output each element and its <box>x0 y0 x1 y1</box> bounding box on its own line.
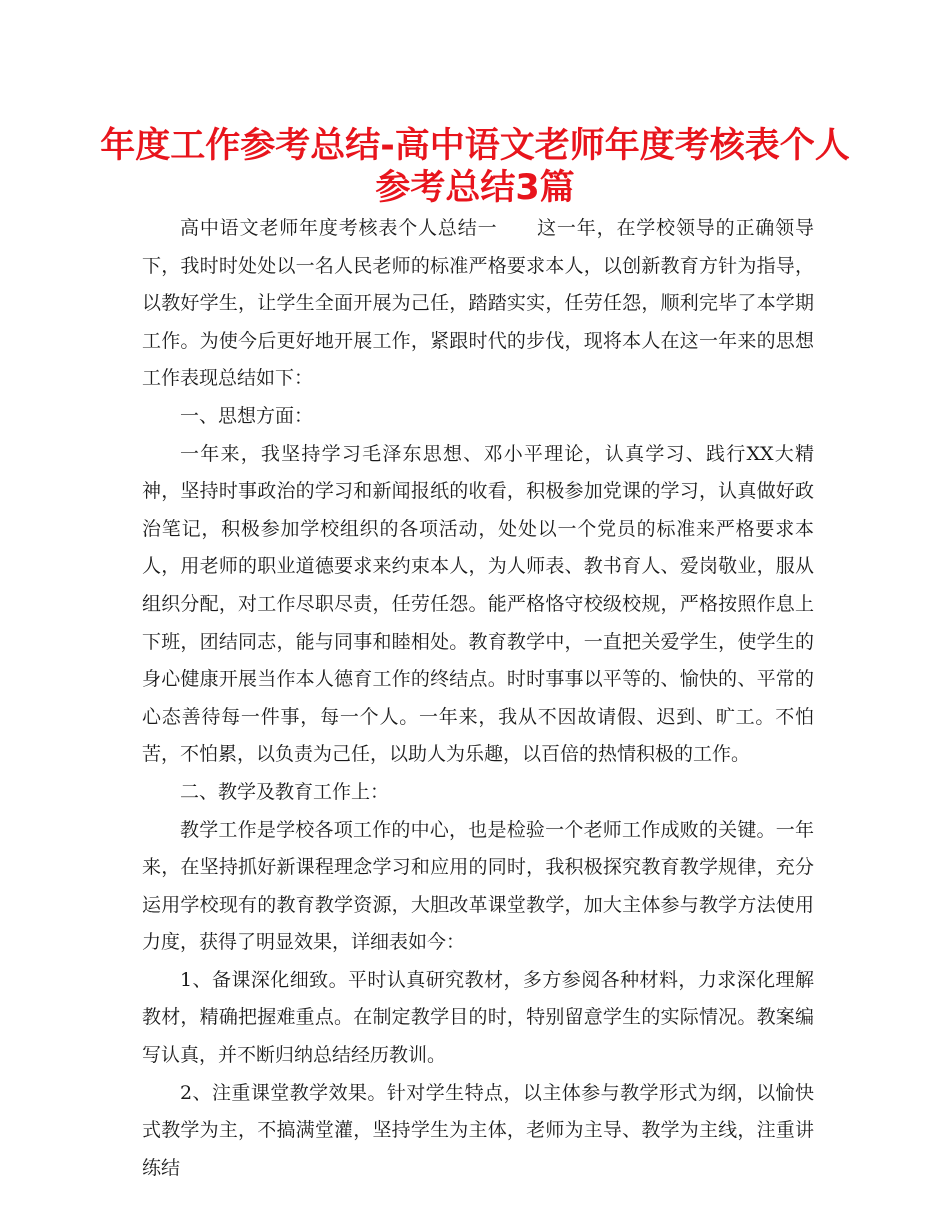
section-heading-thought: 一、思想方面： <box>180 404 314 427</box>
section-heading-teaching: 二、教学及教育工作上： <box>180 780 390 803</box>
paragraph-intro: 高中语文老师年度考核表个人总结一 这一年，在学校领导的正确领导下，我时时处处以一名人民老师的标准严格要求本人，以创新教育方针为指导，以教好学生，让学生全面开展为己任，踏踏实实，任劳任怨，顺利完毕了本学期工作。为使今后更好地开展工作，紧跟时代的步伐，现将本人在这一年来的思想工作表现总结如下： <box>142 217 814 390</box>
paragraph-classroom: 2、注重课堂教学效果。针对学生特点，以主体参与教学形式为纲，以愉快式教学为主，不搞满堂灌，坚持学生为主体，老师为主导、教学为主线，注重讲练结 <box>142 1081 814 1179</box>
paragraph-thought: 一年来，我坚持学习毛泽东思想、邓小平理论，认真学习、践行XX大精神，坚持时事政治的学习和新闻报纸的收看，积极参加党课的学习，认真做好政治笔记，积极参加学校组织的各项活动，处处以一个党员的标准来严格要求本人，用老师的职业道德要求来约束本人，为人师表、教书育人、爱岗敬业，服从组织分配，对工作尽职尽责，任劳任怨。能严格恪守校级校规，严格按照作息上下班，团结同志，能与同事和睦相处。教育教学中，一直把关爱学生，使学生的身心健康开展当作本人德育工作的终结点。时时事事以平等的、愉快的、平常的心态善待每一件事，每一个人。一年来，我从不因故请假、迟到、旷工。不怕苦，不怕累，以负责为己任，以助人为乐趣，以百倍的热情积极的工作。 <box>142 442 814 766</box>
document-title-line-1: 年度工作参考总结-高中语文老师年度考核表个人 <box>100 126 850 166</box>
paragraph-lesson-prep: 1、备课深化细致。平时认真研究教材，多方参阅各种材料，力求深化理解教材，精确把握难重点。在制定教学目的时，特别留意学生的实际情况。教案编写认真，并不断归纳总结经历教训。 <box>142 968 814 1067</box>
paragraph-teaching: 教学工作是学校各项工作的中心，也是检验一个老师工作成败的关键。一年来，在坚持抓好新课程理念学习和应用的同时，我积极探究教育教学规律，充分运用学校现有的教育教学资源，大胆改革课堂教学，加大主体参与教学方法使用力度，获得了明显效果，详细表如今： <box>142 818 814 954</box>
document-title-line-2: 参考总结3篇 <box>375 168 575 208</box>
document-body <box>142 210 814 1187</box>
